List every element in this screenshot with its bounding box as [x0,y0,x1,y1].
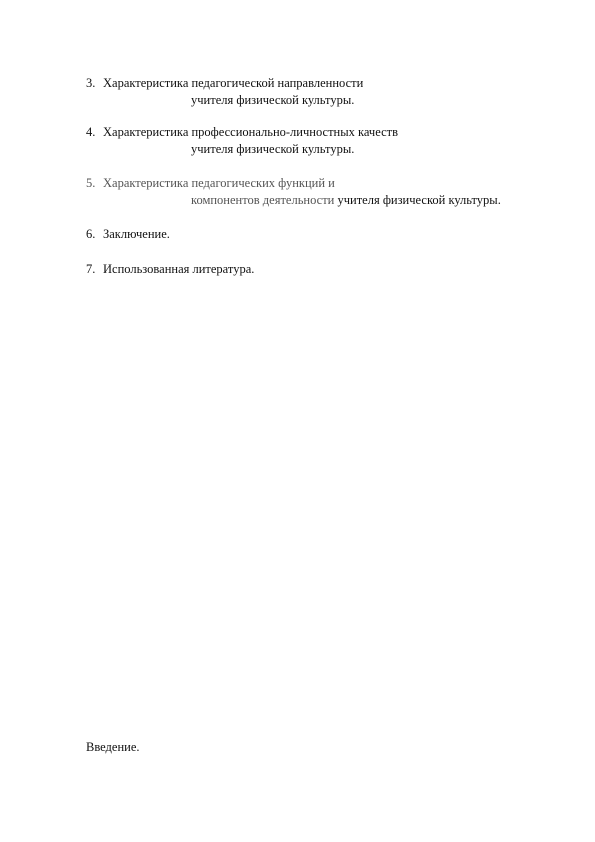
toc-item-4 [86,125,398,140]
toc-item-6-title: Заключение. [103,227,170,241]
intro-heading: Введение. [86,740,140,754]
toc-item-5-continuation [191,193,501,208]
toc-item-6-number: 6. [86,227,96,241]
toc-item-3-title: Характеристика педагогической направленности [103,76,364,90]
toc-item-5-number: 5. [86,176,96,190]
toc-item-5-title: Характеристика педагогических функций и [103,176,335,190]
toc-item-4-title: Характеристика профессионально-личностных качеств [103,125,398,139]
toc-item-6 [86,227,170,242]
toc-item-3-number: 3. [86,76,96,90]
toc-item-4-continuation: учителя физической культуры. [191,142,355,156]
toc-item-5 [86,176,335,191]
toc-item-7 [86,262,254,277]
toc-item-3 [86,76,363,91]
toc-item-3-continuation: учителя физической культуры. [191,93,355,107]
toc-item-5-continuation-dark: учителя физической культуры. [334,193,501,207]
toc-item-7-number: 7. [86,262,96,276]
toc-item-7-title: Использованная литература. [103,262,255,276]
toc-item-5-continuation-gray: компонентов деятельности [191,193,335,207]
toc-item-4-number: 4. [86,125,96,139]
